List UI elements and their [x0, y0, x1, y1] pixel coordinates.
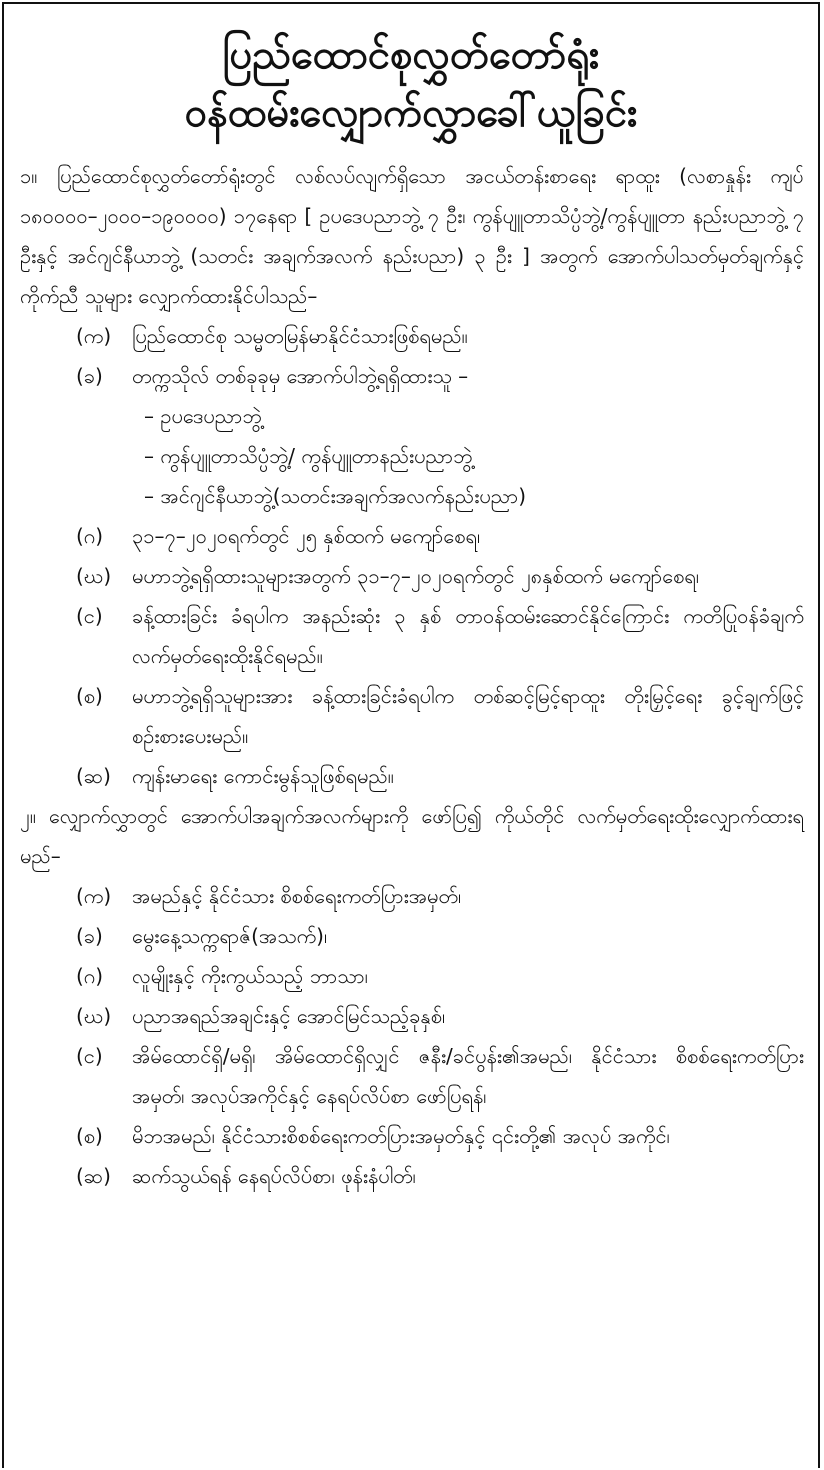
requirement-item — [4, 676, 818, 756]
item-marker: (ဆ) — [76, 1164, 111, 1188]
item-marker: (စ) — [76, 684, 103, 708]
item-marker: (ဂ) — [76, 524, 104, 548]
detail-item — [4, 1036, 818, 1116]
item-text: မွေးနေ့သက္ကရာဇ်(အသက်)၊ — [132, 924, 328, 948]
item-text: အိမ်ထောင်ရှိ/မရှိ၊ အိမ်ထောင်ရှိလျှင် ဇနီး/ခင်ပွန်း၏အမည်၊ နိုင်ငံသား စိစစ်ရေးကတ်ပြားအမှတ်၊ အလုပ်အကိုင်နှင့် နေရပ်လိပ်စာ ဖော်ပြရန်၊ — [132, 1044, 804, 1108]
section-1-requirements — [4, 316, 818, 396]
section-1-paragraph: ၁။ ပြည်ထောင်စုလွှတ်တော်ရုံးတွင် လစ်လပ်လျက်ရှိသော အငယ်တန်းစာရေး ရာထူး (လစာနှုန်း ကျပ် ၁၈၀၀၀၀–၂၀၀၀–၁၉၀၀၀၀) ၁၇နေရာ [ ဥပဒေပညာဘွဲ့ ၇ ဦး၊ ကွန်ပျူတာသိပ္ပံဘွဲ့/ကွန်ပျူတာ နည်းပညာဘွဲ့ ၇ ဦးနှင့် အင်ဂျင်နီယာဘွဲ့ (သတင်း အချက်အလက် နည်းပညာ) ၃ ဦး ] အတွက် အောက်ပါသတ်မှတ်ချက်နှင့် ကိုက်ညီ သူများ လျှောက်ထားနိုင်ပါသည်– — [20, 164, 804, 308]
requirement-item — [4, 316, 818, 356]
section-1-requirements-cont — [4, 516, 818, 796]
item-marker: (ခ) — [76, 924, 103, 948]
section-2-paragraph: ၂။ လျှောက်လွှာတွင် အောက်ပါအချက်အလက်များကို ဖော်ပြ၍ ကိုယ်တိုင် လက်မှတ်ရေးထိုးလျှောက်ထားရမည်– — [20, 804, 804, 868]
detail-item — [4, 956, 818, 996]
item-text: ၃၁–၇–၂၀၂၀ရက်တွင် ၂၅ နှစ်ထက် မကျော်စေရ၊ — [132, 524, 481, 548]
requirement-item — [4, 596, 818, 676]
detail-item — [4, 876, 818, 916]
title-line-2: ဝန်ထမ်းလျှောက်လွှာခေါ်ယူခြင်း — [184, 90, 638, 136]
item-text: ပြည်ထောင်စု သမ္မတမြန်မာနိုင်ငံသားဖြစ်ရမည်။ — [132, 324, 468, 348]
degree-item: – အင်ဂျင်နီယာဘွဲ့(သတင်းအချက်အလက်နည်းပညာ) — [144, 484, 527, 508]
requirement-item — [4, 356, 818, 396]
degree-item: – ဥပဒေပညာဘွဲ့ — [144, 404, 262, 428]
item-marker: (ဃ) — [76, 1004, 112, 1028]
item-text: မဟာဘွဲ့ရရှိထားသူများအတွက် ၃၁–၇–၂၀၂၀ရက်တွင် ၂၈နှစ်ထက် မကျော်စေရ၊ — [132, 564, 700, 588]
item-marker: (က) — [76, 324, 112, 348]
item-marker: (င) — [76, 604, 103, 628]
item-marker: (ခ) — [76, 364, 103, 388]
requirement-item — [4, 756, 818, 796]
item-text: ခန့်ထားခြင်း ခံရပါက အနည်းဆုံး ၃ နှစ် တာဝန်ထမ်းဆောင်နိုင်ကြောင်း ကတိပြုဝန်ခံချက်လက်မှတ်ရေးထိုးနိုင်ရမည်။ — [132, 604, 804, 668]
item-marker: (ဃ) — [76, 564, 112, 588]
item-text: ကျန်းမာရေး ကောင်းမွန်သူဖြစ်ရမည်။ — [132, 764, 394, 788]
title-line-1: ပြည်ထောင်စုလွှတ်တော်ရုံး — [222, 32, 600, 78]
item-marker: (ဆ) — [76, 764, 111, 788]
item-marker: (ဂ) — [76, 964, 104, 988]
detail-item — [4, 996, 818, 1036]
item-marker: (င) — [76, 1044, 103, 1068]
item-text: မိဘအမည်၊ နိုင်ငံသားစိစစ်ရေးကတ်ပြားအမှတ်နှင့် ၎င်းတို့၏ အလုပ် အကိုင်၊ — [132, 1124, 670, 1148]
item-text: ပညာအရည်အချင်းနှင့် အောင်မြင်သည့်ခုနှစ်၊ — [132, 1004, 446, 1028]
item-marker: (စ) — [76, 1124, 103, 1148]
item-text: ဆက်သွယ်ရန် နေရပ်လိပ်စာ၊ ဖုန်းနံပါတ်၊ — [132, 1164, 416, 1188]
requirement-item — [4, 556, 818, 596]
detail-item — [4, 1116, 818, 1156]
degree-list — [4, 396, 818, 516]
requirement-item — [4, 516, 818, 556]
announcement-page — [2, 2, 820, 1468]
detail-item — [4, 916, 818, 956]
item-marker: (က) — [76, 884, 112, 908]
section-2-details — [4, 876, 818, 1196]
degree-item: – ကွန်ပျူတာသိပ္ပံဘွဲ့/ ကွန်ပျူတာနည်းပညာဘွဲ့ — [144, 444, 473, 468]
item-text: လူမျိုးနှင့် ကိုးကွယ်သည့် ဘာသာ၊ — [132, 964, 368, 988]
item-text: အမည်နှင့် နိုင်ငံသား စိစစ်ရေးကတ်ပြားအမှတ်၊ — [132, 884, 462, 908]
item-text: မဟာဘွဲ့ရရှိသူများအား ခန့်ထားခြင်းခံရပါက တစ်ဆင့်မြင့်ရာထူး တိုးမြှင့်ရေး ခွင့်ချက်ဖြင့် စဉ်းစားပေးမည်။ — [132, 684, 804, 748]
detail-item — [4, 1156, 818, 1196]
item-text: တက္ကသိုလ် တစ်ခုခုမှ အောက်ပါဘွဲ့ရရှိထားသူ – — [132, 364, 469, 388]
